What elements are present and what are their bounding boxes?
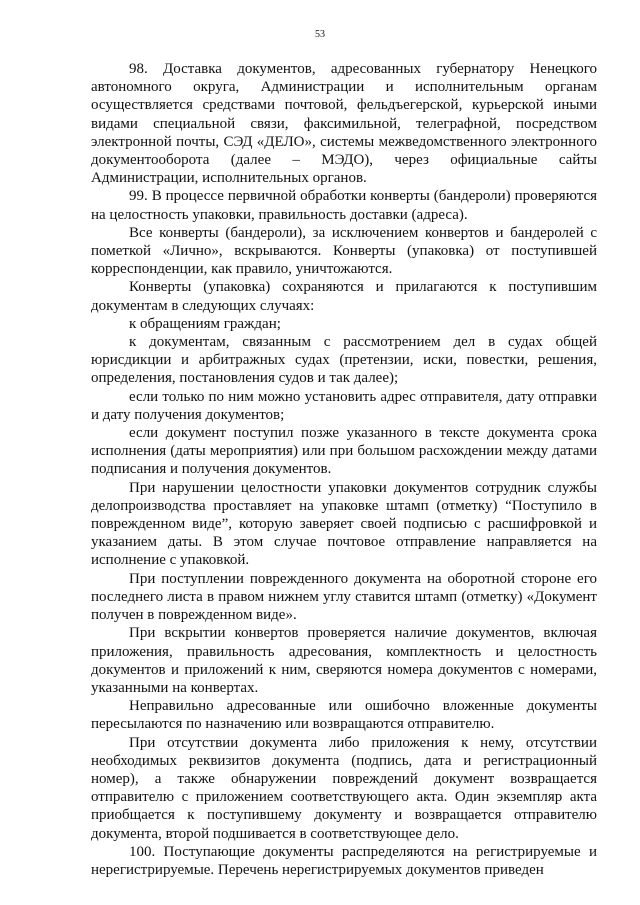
list-item: если документ поступил позже указанного в тексте документа срока исполнения (даты мероприятия) или при большом расхождении между датами подписания и получения документов. (91, 425, 597, 478)
page-number: 53 (315, 29, 325, 40)
paragraph-damaged-package: При нарушении целостности упаковки документов сотрудник службы делопроизводства проставляет на упаковке штамп (отметку) “Поступило в поврежденном виде”, которую заверяет своей подписью с расшифровкой и указанием даты. В этом случае почтовое отправление направляется на исполнение с упаковкой. (91, 479, 597, 569)
list-item: к обращениям граждан; (129, 315, 281, 332)
paragraph-100: 100. Поступающие документы распределяются на регистрируемые и нерегистрируемые. Перечень нерегистрируемых документов приведен (91, 843, 597, 878)
paragraph-damaged-document: При поступлении поврежденного документа на оборотной стороне его последнего листа в правом нижнем углу ставится штамп (отметку) «Документ получен в поврежденном виде». (91, 570, 597, 624)
paragraph-envelopes-opened: Все конверты (бандероли), за исключением конвертов и бандеролей с пометкой «Лично», вскрываются. Конверты (упаковка) от поступившей корреспонденции, как правило, уничтожаются. (91, 224, 597, 278)
paragraph-envelopes-kept: Конверты (упаковка) сохраняются и прилагаются к поступившим документам в следующих случаях: (91, 279, 597, 314)
paragraph-misaddressed: Неправильно адресованные или ошибочно вложенные документы пересылаются по назначению или возвращаются отправителю. (91, 698, 597, 733)
list-item: к документам, связанным с рассмотрением дел в судах общей юрисдикции и арбитражных судах (претензии, иски, повестки, решения, определения, постановления судов и так далее); (91, 334, 597, 387)
paragraph-missing-attachments: При отсутствии документа либо приложения к нему, отсутствии необходимых реквизитов документа (подпись, дата и регистрационный номер), а также обнаружении повреждений документ возвращается отправителю с приложением соответствующего акта. Один экземпляр акта приобщается к поступившему документу и возвращается отправителю документа, второй подшивается в соответствующее дело. (91, 734, 597, 842)
paragraph-opening-check: При вскрытии конвертов проверяется наличие документов, включая приложения, правильность адресования, комплектность и целостность документов и приложений к ним, сверяются номера документов с номерами, указанными на конвертах. (91, 625, 597, 696)
paragraph-98: 98. Доставка документов, адресованных губернатору Ненецкого автономного округа, Администрации и исполнительным органам осуществляется средствами почтовой, фельдъегерской, курьерской иными видами специальной связи, факсимильной, телеграфной, посредством электронной почты, СЭД «ДЕЛО», системы межведомственного электронного документооборота (далее – МЭДО), через официальные сайты Администрации, исполнительных органов. (91, 61, 597, 187)
document-body (91, 60, 597, 879)
paragraph-99: 99. В процессе первичной обработки конверты (бандероли) проверяются на целостность упаковки, правильность доставки (адреса). (91, 188, 597, 223)
list-item: если только по ним можно установить адрес отправителя, дату отправки и дату получения документов; (91, 388, 597, 423)
